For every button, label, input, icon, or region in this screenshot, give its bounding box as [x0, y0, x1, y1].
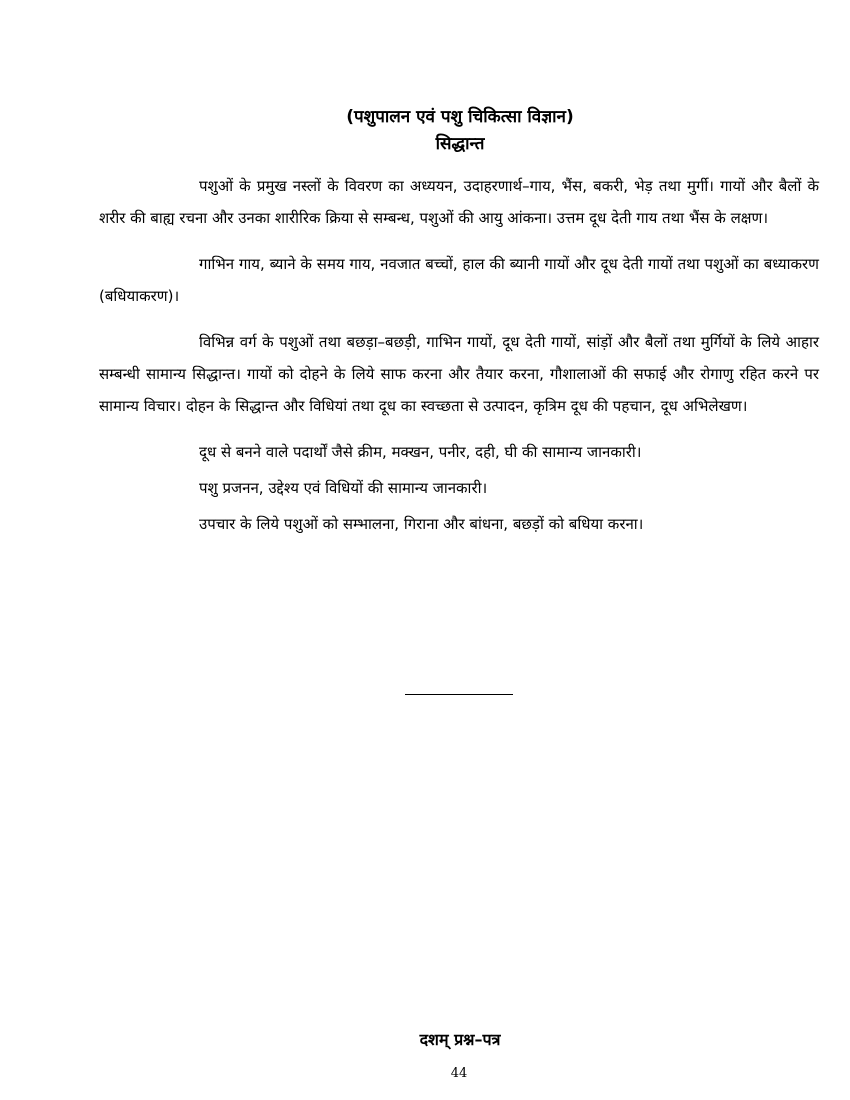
paragraph-care: गाभिन गाय, ब्याने के समय गाय, नवजात बच्चों, हाल की ब्यानी गायों और दूध देती गायों तथा पशुओं का बध्याकरण (बधियाकरण)।: [99, 255, 819, 305]
next-paper-title: दशम् प्रश्न–पत्र: [419, 1030, 501, 1049]
section-divider: [405, 694, 513, 695]
document-title: (पशुपालन एवं पशु चिकित्सा विज्ञान): [346, 107, 574, 127]
syllabus-body: [99, 170, 819, 544]
paragraph-handling: उपचार के लिये पशुओं को सम्भालना, गिराना और बांधना, बछड़ों को बधिया करना।: [199, 515, 644, 533]
paragraph-milk-products: दूध से बनने वाले पदार्थों जैसे क्रीम, मक्खन, पनीर, दही, घी की सामान्य जानकारी।: [199, 443, 642, 461]
document-subtitle: सिद्धान्त: [435, 134, 485, 154]
paragraph-breeding: पशु प्रजनन, उद्देश्य एवं विधियों की सामान्य जानकारी।: [199, 479, 488, 497]
paragraph-feeding: विभिन्न वर्ग के पशुओं तथा बछड़ा–बछड़ी, गाभिन गायों, दूध देती गायों, सांड़ों और बैलों तथा मुर्गियों के लिये आहार सम्बन्धी सामान्य सिद्धान्त। गायों को दोहने के लिये साफ करना और तैयार करना, गौशालाओं की सफाई और रोगाणु रहित करने पर सामान्य विचार। दोहन के सिद्धान्त और विधियां तथा दूध का स्वच्छता से उत्पादन, कृत्रिम दूध की पहचान, दूध अभिलेखण।: [99, 333, 819, 415]
page-number: 44: [450, 1066, 468, 1081]
paragraph-breeds: पशुओं के प्रमुख नस्लों के विवरण का अध्ययन, उदाहरणार्थ–गाय, भैंस, बकरी, भेड़ तथा मुर्गी। गायों और बैलों के शरीर की बाह्य रचना और उनका शारीरिक क्रिया से सम्बन्ध, पशुओं की आयु आंकना। उत्तम दूध देती गाय तथा भैंस के लक्षण।: [99, 177, 819, 227]
